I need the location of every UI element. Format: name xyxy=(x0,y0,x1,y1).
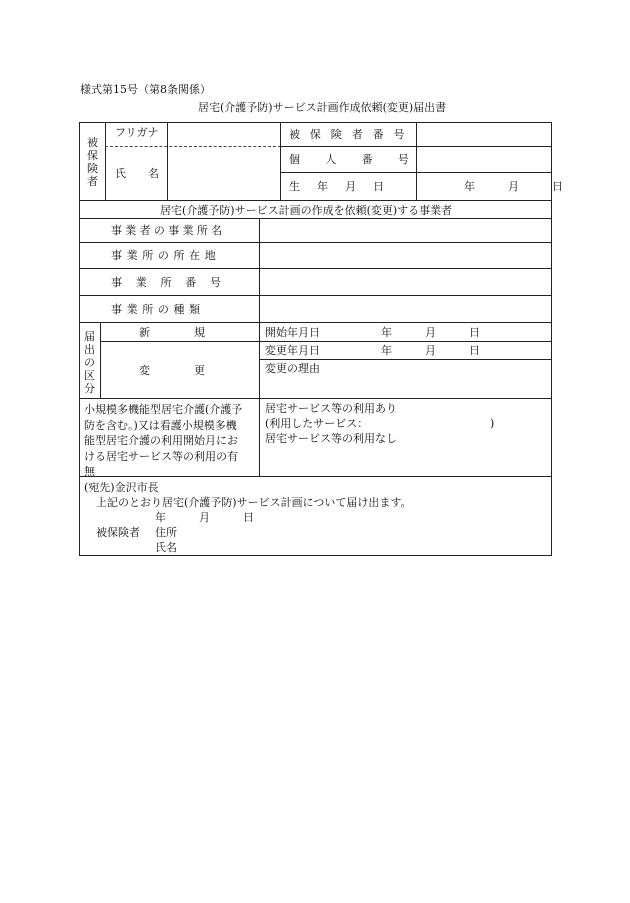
office-address-field[interactable] xyxy=(260,243,550,267)
office-name-label: 事業者の事業所名 xyxy=(111,224,226,237)
change-date-value: 年 月 日 xyxy=(381,344,480,357)
office-number-field[interactable] xyxy=(260,269,550,294)
office-number-label: 事業所番号 xyxy=(111,276,235,289)
change-reason-field[interactable] xyxy=(260,376,550,397)
office-type-label: 事業所の種類 xyxy=(111,303,205,316)
insured-number-label: 被保険者番号 xyxy=(289,128,415,141)
small-multi-label-line: 小規模多機能型居宅介護(介護予 xyxy=(84,403,243,416)
small-multi-label-line: 能型居宅介護の利用開始月にお xyxy=(84,434,238,447)
form-title: 居宅(介護予防)サービス計画作成依頼(変更)届出書 xyxy=(198,101,447,114)
furigana-field[interactable] xyxy=(168,123,279,145)
declaration-address-label: 住所 xyxy=(155,526,177,539)
personal-number-label: 個人番号 xyxy=(289,153,435,166)
declaration-address-field[interactable] xyxy=(182,524,542,538)
start-date-label: 開始年月日 xyxy=(265,326,320,339)
furigana-label: フリガナ xyxy=(115,126,159,139)
declaration-insured-label: 被保険者 xyxy=(96,526,140,539)
small-multi-label-line: 防を含む。)又は看護小規模多機 xyxy=(84,418,237,432)
insured-number-field[interactable] xyxy=(417,123,550,145)
option-service-used[interactable]: 居宅サービス等の利用あり xyxy=(265,402,397,415)
change-date-label: 変更年月日 xyxy=(265,344,320,357)
small-multi-label xyxy=(84,402,242,480)
option-service-not-used[interactable]: 居宅サービス等の利用なし xyxy=(265,432,397,445)
used-service-label: (利用したサービス： xyxy=(265,417,369,430)
declaration-name-label: 氏名 xyxy=(155,541,177,554)
birth-date-label: 生年月日 xyxy=(289,180,402,193)
start-date-value: 年 月 日 xyxy=(381,326,480,339)
used-service-field[interactable] xyxy=(372,416,486,430)
used-service-close: ) xyxy=(490,417,495,430)
name-label: 氏 名 xyxy=(115,167,159,180)
office-address-label: 事業所の所在地 xyxy=(111,249,221,262)
office-type-field[interactable] xyxy=(260,296,550,321)
notification-section-label: 届 出 の 区 分 xyxy=(84,330,95,395)
form-number: 様式第15号（第8条関係） xyxy=(80,83,211,96)
small-multi-label-line: 無 xyxy=(84,465,95,478)
name-field[interactable] xyxy=(168,148,279,199)
declaration-date: 年 月 日 xyxy=(155,511,254,524)
change-reason-label: 変更の理由 xyxy=(265,362,320,375)
declaration-statement: 上記のとおり居宅(介護予防)サービス計画について届け出ます。 xyxy=(96,496,412,509)
declaration-name-field[interactable] xyxy=(182,539,542,553)
office-name-field[interactable] xyxy=(260,219,550,241)
birth-date-value: 年 月 日 xyxy=(464,180,563,193)
provider-header: 居宅(介護予防)サービス計画の作成を依頼(変更)する事業者 xyxy=(160,204,453,217)
small-multi-label-line: ける居宅サービス等の利用の有 xyxy=(84,449,238,463)
insured-section-label: 被 保 険 者 xyxy=(87,136,98,188)
new-label: 新 規 xyxy=(139,326,205,339)
personal-number-field[interactable] xyxy=(417,147,550,171)
addressee: (宛先)金沢市長 xyxy=(84,481,159,494)
change-label: 変 更 xyxy=(139,364,205,377)
